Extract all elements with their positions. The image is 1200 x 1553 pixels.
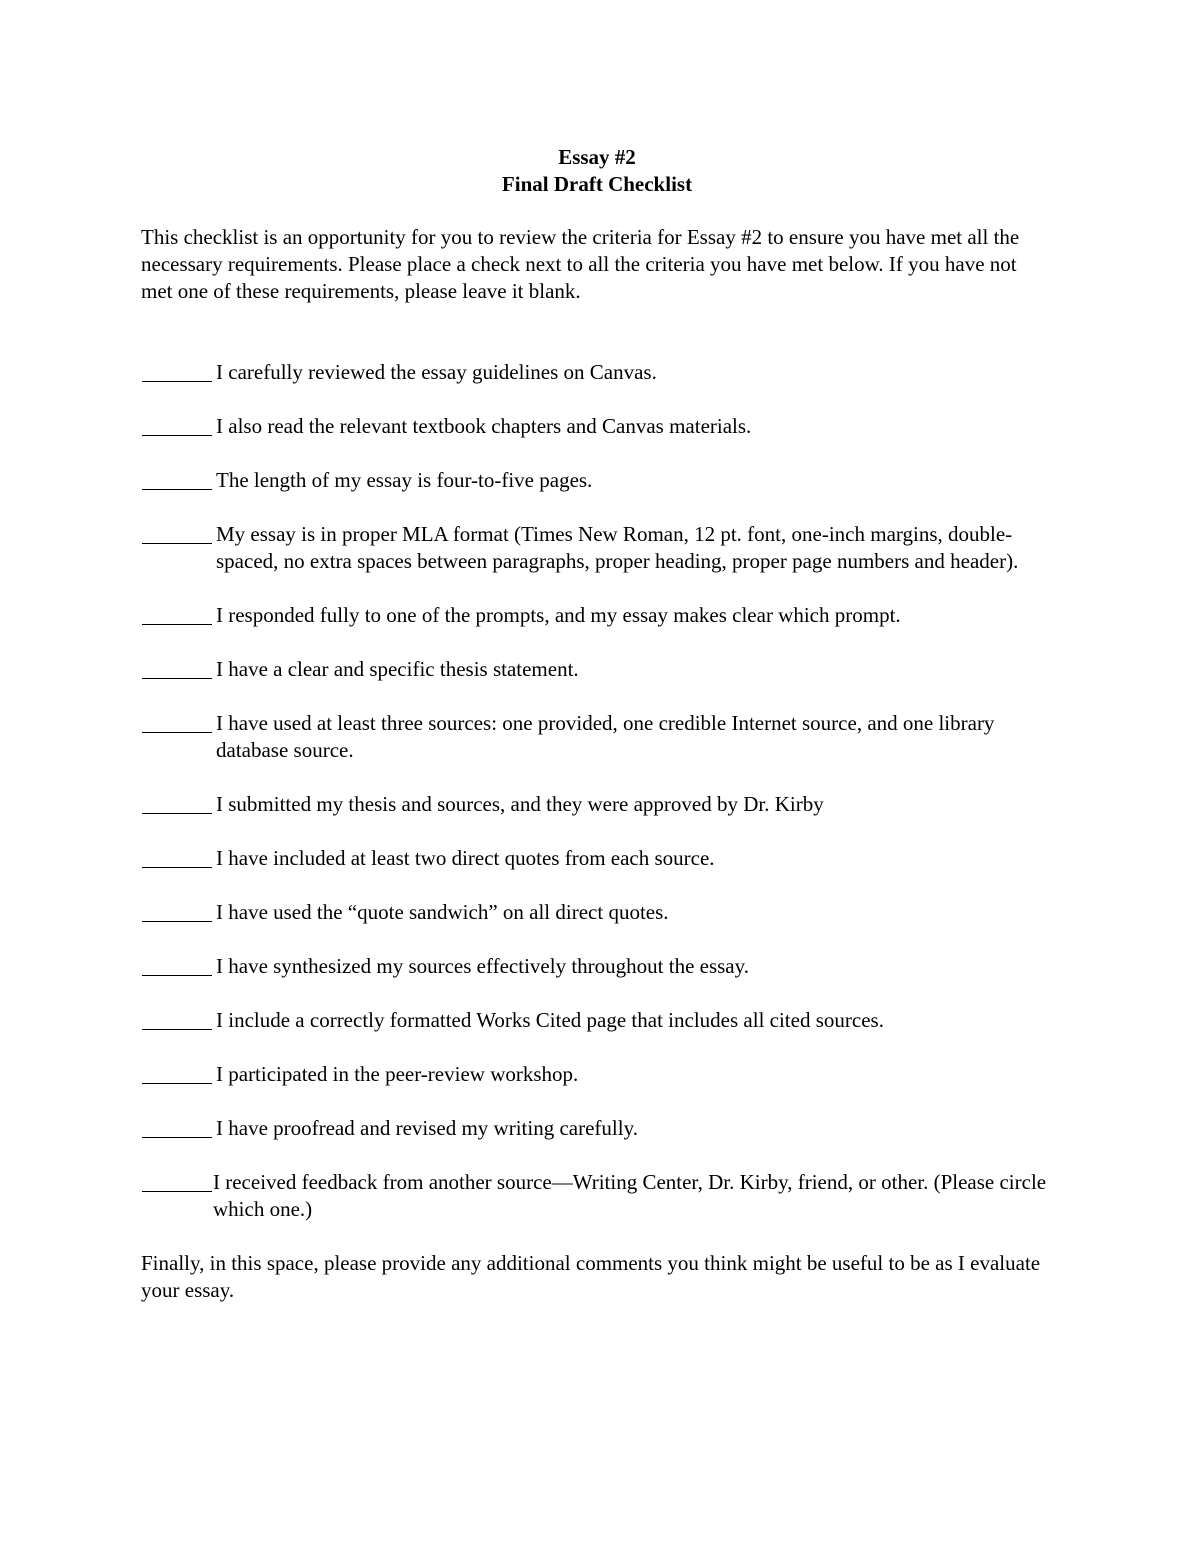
- checkmark-blank[interactable]: [141, 1115, 213, 1142]
- checkmark-blank[interactable]: [141, 1061, 213, 1088]
- checkmark-blank[interactable]: [141, 413, 213, 440]
- checkmark-blank[interactable]: [141, 1169, 213, 1196]
- checklist-item: [141, 1169, 1061, 1223]
- checklist-item: [141, 899, 1061, 926]
- checkmark-blank[interactable]: [141, 467, 213, 494]
- checklist-item-text: I carefully reviewed the essay guidelines on Canvas.: [216, 360, 657, 384]
- checklist-item-text: I have proofread and revised my writing carefully.: [216, 1116, 638, 1140]
- checklist-item: [141, 953, 1061, 980]
- checklist-item: [141, 710, 1061, 764]
- checklist-item-text: I have synthesized my sources effectively throughout the essay.: [216, 954, 750, 978]
- checklist-item: [141, 467, 1061, 494]
- checklist-item-text: I also read the relevant textbook chapters and Canvas materials.: [216, 414, 752, 438]
- checklist-item-text: I have included at least two direct quotes from each source.: [216, 846, 715, 870]
- checklist-item-text: My essay is in proper MLA format (Times New Roman, 12 pt. font, one-inch margins, double-spaced, no extra spaces between paragraphs, proper heading, proper page numbers and header).: [216, 522, 1019, 573]
- checklist-item: [141, 602, 1061, 629]
- checklist-item: [141, 845, 1061, 872]
- checklist-item: [141, 413, 1061, 440]
- checklist-item-text: I submitted my thesis and sources, and they were approved by Dr. Kirby: [216, 792, 824, 816]
- checklist-item: [141, 1007, 1061, 1034]
- checklist-item: [141, 656, 1061, 683]
- checklist-item-text: The length of my essay is four-to-five pages.: [216, 468, 593, 492]
- checklist-item: [141, 1115, 1061, 1142]
- checklist-item: [141, 1061, 1061, 1088]
- checklist-item-text: I responded fully to one of the prompts, and my essay makes clear which prompt.: [216, 603, 901, 627]
- intro-paragraph: This checklist is an opportunity for you to review the criteria for Essay #2 to ensure you have met all the necessary requirements. Please place a check next to all the criteria you have met below. If you have not met one of these requirements, please leave it blank.: [141, 225, 1020, 303]
- checkmark-blank[interactable]: [141, 602, 213, 629]
- checkmark-blank[interactable]: [141, 1007, 213, 1034]
- checkmark-blank[interactable]: [141, 656, 213, 683]
- checklist: [141, 359, 1061, 1223]
- title-checklist-name: Final Draft Checklist: [501, 172, 693, 196]
- checkmark-blank[interactable]: [141, 710, 213, 737]
- checkmark-blank[interactable]: [141, 953, 213, 980]
- document-page: [141, 144, 1061, 1304]
- checklist-item: [141, 521, 1061, 575]
- checklist-item-text: I participated in the peer-review workshop.: [216, 1062, 579, 1086]
- checkmark-blank[interactable]: [141, 899, 213, 926]
- checklist-item-text: I have a clear and specific thesis statement.: [216, 657, 579, 681]
- checklist-item-text: I have used the “quote sandwich” on all direct quotes.: [216, 900, 669, 924]
- checkmark-blank[interactable]: [141, 845, 213, 872]
- document-title: [141, 144, 1061, 198]
- title-essay-number: Essay #2: [558, 145, 636, 169]
- closing-paragraph: Finally, in this space, please provide any additional comments you think might be useful to be as I evaluate your essay.: [141, 1251, 1041, 1302]
- checkmark-blank[interactable]: [141, 521, 213, 548]
- checklist-item: [141, 791, 1061, 818]
- checklist-item-text: I received feedback from another source—Writing Center, Dr. Kirby, friend, or other. (Please circle which one.): [213, 1170, 1047, 1221]
- checklist-item: [141, 359, 1061, 386]
- checklist-item-text: I have used at least three sources: one provided, one credible Internet source, and one library database source.: [216, 711, 995, 762]
- checklist-item-text: I include a correctly formatted Works Cited page that includes all cited sources.: [216, 1008, 884, 1032]
- checkmark-blank[interactable]: [141, 791, 213, 818]
- checkmark-blank[interactable]: [141, 359, 213, 386]
